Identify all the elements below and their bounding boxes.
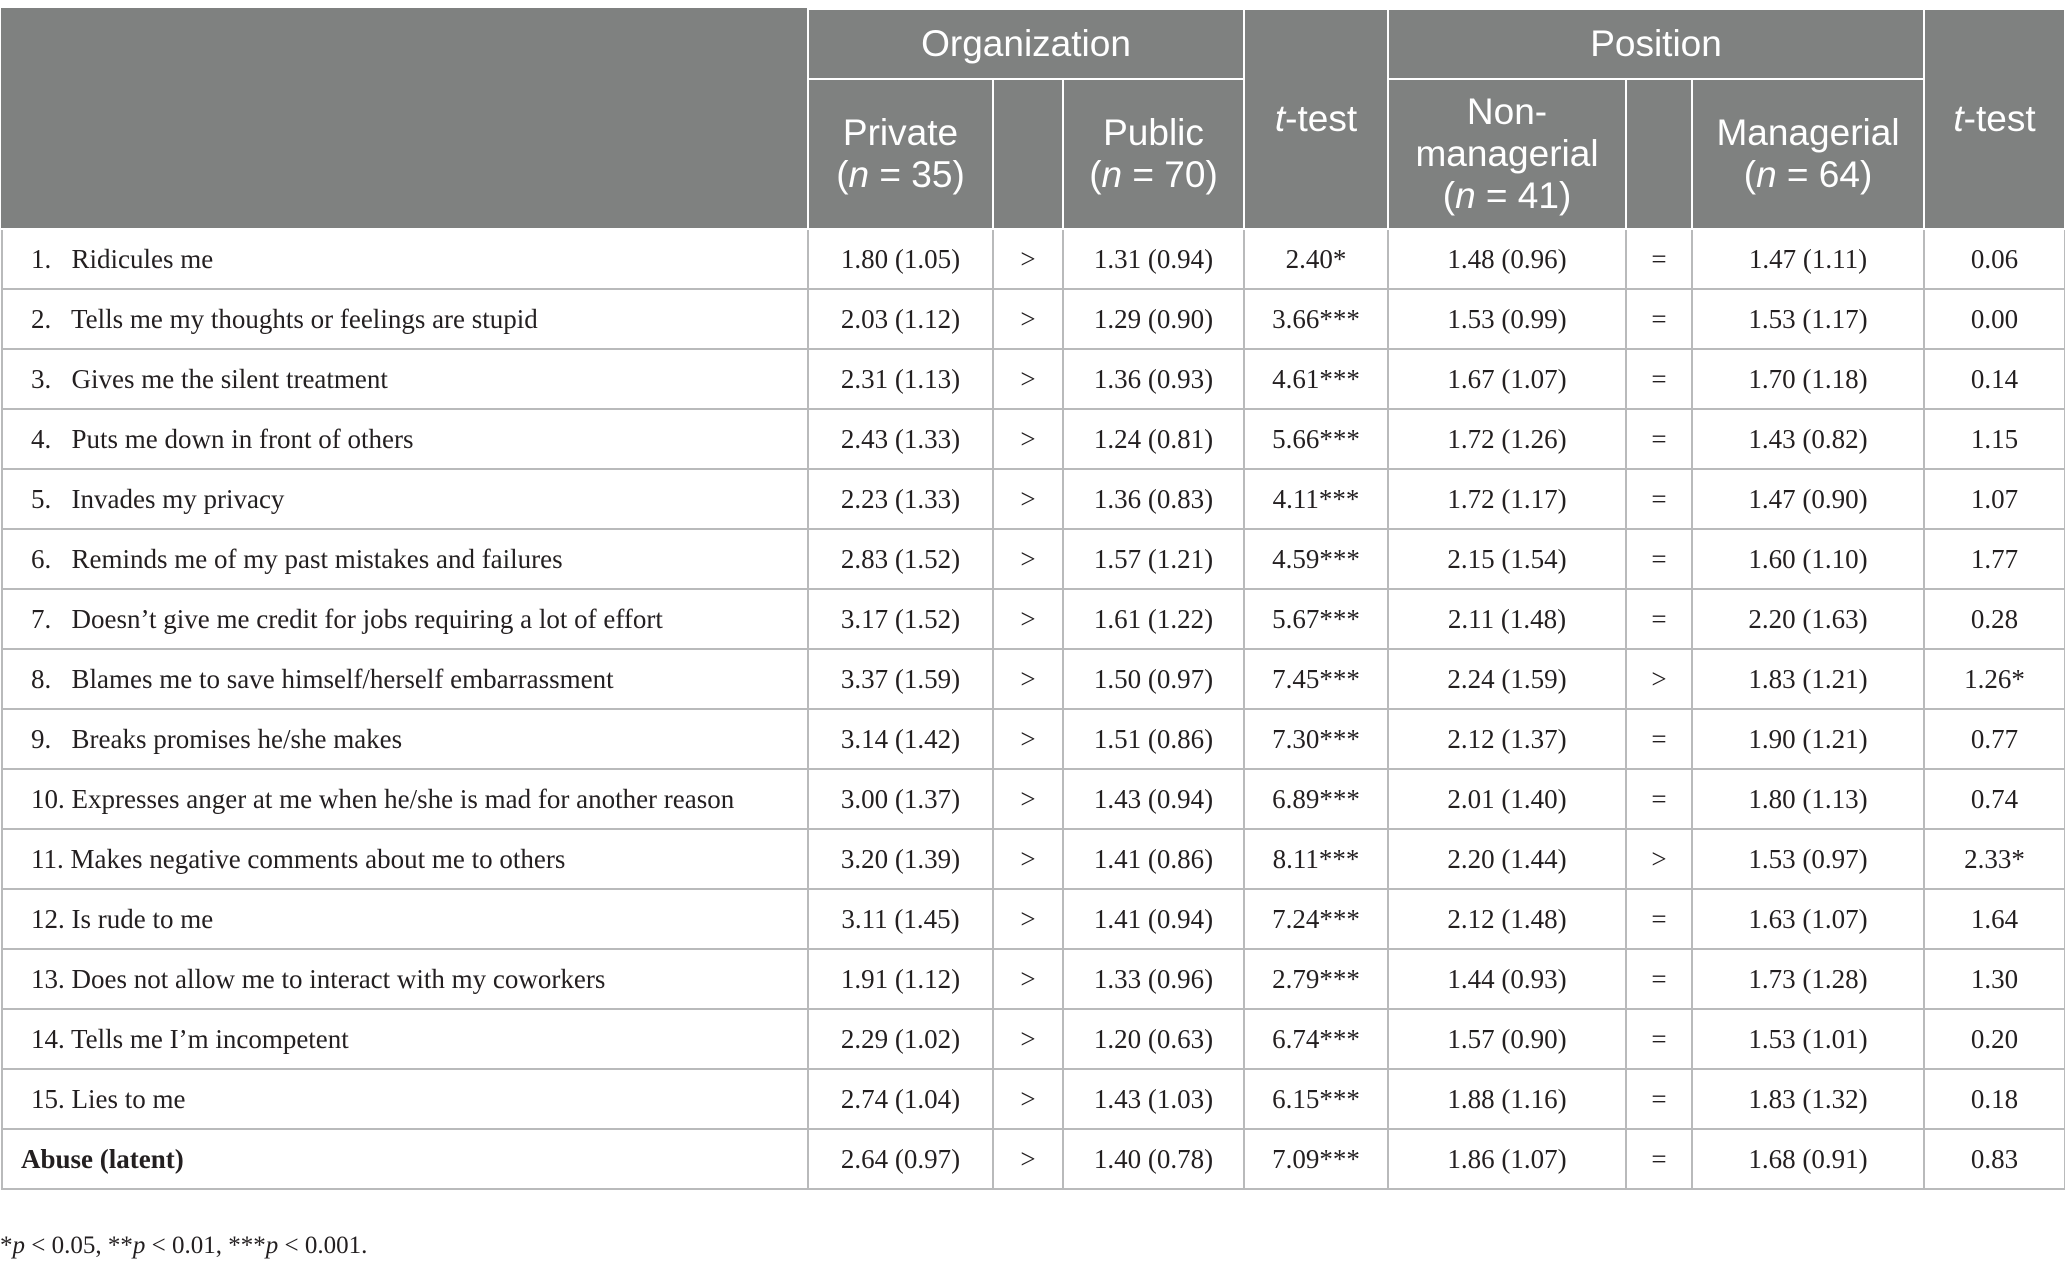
cell-nonmanagerial: 1.72 (1.17) bbox=[1388, 469, 1626, 529]
header-managerial-label: Managerial bbox=[1716, 112, 1900, 153]
cell-nonmanagerial: 1.72 (1.26) bbox=[1388, 409, 1626, 469]
table-row bbox=[2, 589, 2065, 649]
header-managerial bbox=[1692, 79, 1924, 229]
cell-private: 3.14 (1.42) bbox=[808, 709, 993, 769]
cell-managerial: 1.53 (1.17) bbox=[1692, 289, 1924, 349]
header-private-n: (n = 35) bbox=[836, 154, 965, 195]
cell-pos-compare: = bbox=[1626, 1129, 1692, 1189]
cell-managerial: 2.20 (1.63) bbox=[1692, 589, 1924, 649]
cell-pos-ttest: 0.00 bbox=[1924, 289, 2065, 349]
cell-nonmanagerial: 2.24 (1.59) bbox=[1388, 649, 1626, 709]
cell-nonmanagerial: 1.44 (0.93) bbox=[1388, 949, 1626, 1009]
cell-pos-compare: > bbox=[1626, 829, 1692, 889]
cell-org-compare: > bbox=[993, 1009, 1063, 1069]
cell-pos-compare: = bbox=[1626, 529, 1692, 589]
table-row bbox=[2, 529, 2065, 589]
cell-pos-ttest: 0.83 bbox=[1924, 1129, 2065, 1189]
cell-nonmanagerial: 2.12 (1.37) bbox=[1388, 709, 1626, 769]
cell-org-compare: > bbox=[993, 889, 1063, 949]
cell-org-ttest: 7.24*** bbox=[1244, 889, 1388, 949]
header-org-ttest-suffix: -test bbox=[1285, 98, 1358, 139]
cell-pos-ttest: 0.28 bbox=[1924, 589, 2065, 649]
header-pos-ttest-suffix: -test bbox=[1963, 98, 2036, 139]
cell-org-ttest: 6.89*** bbox=[1244, 769, 1388, 829]
cell-private: 3.37 (1.59) bbox=[808, 649, 993, 709]
header-public bbox=[1063, 79, 1244, 229]
cell-pos-compare: = bbox=[1626, 889, 1692, 949]
row-item-label: 8. Blames me to save himself/herself embarrassment bbox=[2, 649, 808, 709]
row-item-label: 10. Expresses anger at me when he/she is mad for another reason bbox=[2, 769, 808, 829]
table-row bbox=[2, 709, 2065, 769]
table-row bbox=[2, 769, 2065, 829]
header-org-compare-blank bbox=[993, 79, 1063, 229]
cell-pos-ttest: 1.15 bbox=[1924, 409, 2065, 469]
cell-org-ttest: 6.15*** bbox=[1244, 1069, 1388, 1129]
cell-pos-compare: = bbox=[1626, 709, 1692, 769]
cell-private: 3.00 (1.37) bbox=[808, 769, 993, 829]
cell-public: 1.61 (1.22) bbox=[1063, 589, 1244, 649]
cell-public: 1.51 (0.86) bbox=[1063, 709, 1244, 769]
cell-org-compare: > bbox=[993, 829, 1063, 889]
row-item-label: 14. Tells me I’m incompetent bbox=[2, 1009, 808, 1069]
cell-pos-ttest: 1.30 bbox=[1924, 949, 2065, 1009]
cell-org-ttest: 7.45*** bbox=[1244, 649, 1388, 709]
table-row bbox=[2, 949, 2065, 1009]
cell-public: 1.31 (0.94) bbox=[1063, 229, 1244, 289]
cell-private: 2.29 (1.02) bbox=[808, 1009, 993, 1069]
cell-private: 2.03 (1.12) bbox=[808, 289, 993, 349]
cell-nonmanagerial: 1.86 (1.07) bbox=[1388, 1129, 1626, 1189]
cell-private: 2.31 (1.13) bbox=[808, 349, 993, 409]
row-item-label: 1. Ridicules me bbox=[2, 229, 808, 289]
header-pos-ttest-t: t bbox=[1953, 98, 1964, 139]
cell-org-compare: > bbox=[993, 289, 1063, 349]
cell-pos-ttest: 0.77 bbox=[1924, 709, 2065, 769]
cell-pos-compare: = bbox=[1626, 229, 1692, 289]
cell-nonmanagerial: 2.01 (1.40) bbox=[1388, 769, 1626, 829]
table-row bbox=[2, 469, 2065, 529]
row-item-label: 12. Is rude to me bbox=[2, 889, 808, 949]
row-item-label: 11. Makes negative comments about me to others bbox=[2, 829, 808, 889]
cell-public: 1.20 (0.63) bbox=[1063, 1009, 1244, 1069]
cell-org-compare: > bbox=[993, 229, 1063, 289]
footnote-p3: p bbox=[265, 1232, 279, 1259]
header-nonmanagerial-label-2: managerial bbox=[1415, 133, 1599, 174]
cell-org-ttest: 5.67*** bbox=[1244, 589, 1388, 649]
cell-private: 2.64 (0.97) bbox=[808, 1129, 993, 1189]
table-row bbox=[2, 349, 2065, 409]
header-public-label: Public bbox=[1103, 112, 1204, 153]
cell-managerial: 1.83 (1.32) bbox=[1692, 1069, 1924, 1129]
cell-org-compare: > bbox=[993, 529, 1063, 589]
row-item-label: 4. Puts me down in front of others bbox=[2, 409, 808, 469]
cell-private: 1.80 (1.05) bbox=[808, 229, 993, 289]
table-row bbox=[2, 289, 2065, 349]
table-row bbox=[2, 1069, 2065, 1129]
footnote-t1: < 0.05, ** bbox=[25, 1232, 133, 1259]
cell-nonmanagerial: 1.48 (0.96) bbox=[1388, 229, 1626, 289]
cell-nonmanagerial: 2.20 (1.44) bbox=[1388, 829, 1626, 889]
table-row-latent bbox=[2, 1129, 2065, 1189]
cell-managerial: 1.60 (1.10) bbox=[1692, 529, 1924, 589]
cell-pos-ttest: 0.20 bbox=[1924, 1009, 2065, 1069]
row-item-label: 3. Gives me the silent treatment bbox=[2, 349, 808, 409]
row-item-label: 7. Doesn’t give me credit for jobs requiring a lot of effort bbox=[2, 589, 808, 649]
cell-private: 2.74 (1.04) bbox=[808, 1069, 993, 1129]
cell-pos-compare: = bbox=[1626, 1069, 1692, 1129]
cell-managerial: 1.80 (1.13) bbox=[1692, 769, 1924, 829]
table-row bbox=[2, 889, 2065, 949]
row-item-label: 9. Breaks promises he/she makes bbox=[2, 709, 808, 769]
header-nonmanagerial-label-1: Non- bbox=[1466, 91, 1548, 132]
header-organization: Organization bbox=[808, 9, 1244, 79]
cell-private: 3.11 (1.45) bbox=[808, 889, 993, 949]
cell-org-ttest: 4.61*** bbox=[1244, 349, 1388, 409]
cell-managerial: 1.47 (0.90) bbox=[1692, 469, 1924, 529]
cell-pos-compare: = bbox=[1626, 1009, 1692, 1069]
cell-org-compare: > bbox=[993, 409, 1063, 469]
cell-public: 1.43 (1.03) bbox=[1063, 1069, 1244, 1129]
cell-org-ttest: 7.30*** bbox=[1244, 709, 1388, 769]
cell-pos-ttest: 1.77 bbox=[1924, 529, 2065, 589]
cell-pos-ttest: 0.18 bbox=[1924, 1069, 2065, 1129]
header-pos-ttest bbox=[1924, 9, 2065, 229]
cell-nonmanagerial: 1.53 (0.99) bbox=[1388, 289, 1626, 349]
header-public-n: (n = 70) bbox=[1089, 154, 1218, 195]
cell-public: 1.36 (0.93) bbox=[1063, 349, 1244, 409]
row-item-label: 15. Lies to me bbox=[2, 1069, 808, 1129]
cell-nonmanagerial: 2.15 (1.54) bbox=[1388, 529, 1626, 589]
cell-org-compare: > bbox=[993, 949, 1063, 1009]
cell-managerial: 1.68 (0.91) bbox=[1692, 1129, 1924, 1189]
cell-pos-compare: = bbox=[1626, 409, 1692, 469]
cell-public: 1.36 (0.83) bbox=[1063, 469, 1244, 529]
cell-nonmanagerial: 1.88 (1.16) bbox=[1388, 1069, 1626, 1129]
cell-nonmanagerial: 2.11 (1.48) bbox=[1388, 589, 1626, 649]
cell-org-ttest: 5.66*** bbox=[1244, 409, 1388, 469]
cell-public: 1.57 (1.21) bbox=[1063, 529, 1244, 589]
footnote-p2: p bbox=[132, 1232, 146, 1259]
cell-managerial: 1.90 (1.21) bbox=[1692, 709, 1924, 769]
header-org-ttest bbox=[1244, 9, 1388, 229]
header-managerial-n: (n = 64) bbox=[1743, 154, 1873, 195]
cell-managerial: 1.43 (0.82) bbox=[1692, 409, 1924, 469]
results-table bbox=[1, 8, 2065, 1190]
cell-public: 1.24 (0.81) bbox=[1063, 409, 1244, 469]
cell-org-ttest: 3.66*** bbox=[1244, 289, 1388, 349]
table-body bbox=[2, 229, 2065, 1189]
footnote-lead: * bbox=[0, 1232, 13, 1259]
cell-org-compare: > bbox=[993, 349, 1063, 409]
cell-org-ttest: 2.40* bbox=[1244, 229, 1388, 289]
cell-public: 1.33 (0.96) bbox=[1063, 949, 1244, 1009]
cell-managerial: 1.73 (1.28) bbox=[1692, 949, 1924, 1009]
cell-public: 1.50 (0.97) bbox=[1063, 649, 1244, 709]
cell-pos-ttest: 0.06 bbox=[1924, 229, 2065, 289]
cell-org-compare: > bbox=[993, 1069, 1063, 1129]
cell-pos-compare: = bbox=[1626, 949, 1692, 1009]
cell-private: 3.17 (1.52) bbox=[808, 589, 993, 649]
header-private bbox=[808, 79, 993, 229]
table-row bbox=[2, 1009, 2065, 1069]
cell-public: 1.29 (0.90) bbox=[1063, 289, 1244, 349]
row-item-label: 13. Does not allow me to interact with my coworkers bbox=[2, 949, 808, 1009]
cell-managerial: 1.53 (1.01) bbox=[1692, 1009, 1924, 1069]
cell-pos-compare: = bbox=[1626, 769, 1692, 829]
footnote-t2: < 0.01, *** bbox=[145, 1232, 266, 1259]
cell-managerial: 1.53 (0.97) bbox=[1692, 829, 1924, 889]
header-row-groups bbox=[2, 9, 2065, 79]
header-position: Position bbox=[1388, 9, 1924, 79]
footnote-t3: < 0.001. bbox=[278, 1232, 368, 1259]
cell-nonmanagerial: 1.57 (0.90) bbox=[1388, 1009, 1626, 1069]
cell-private: 2.23 (1.33) bbox=[808, 469, 993, 529]
row-item-label: 5. Invades my privacy bbox=[2, 469, 808, 529]
cell-managerial: 1.83 (1.21) bbox=[1692, 649, 1924, 709]
cell-org-compare: > bbox=[993, 649, 1063, 709]
row-item-label: 6. Reminds me of my past mistakes and failures bbox=[2, 529, 808, 589]
cell-private: 2.83 (1.52) bbox=[808, 529, 993, 589]
cell-org-compare: > bbox=[993, 469, 1063, 529]
cell-pos-compare: > bbox=[1626, 649, 1692, 709]
cell-pos-ttest: 1.07 bbox=[1924, 469, 2065, 529]
cell-org-ttest: 7.09*** bbox=[1244, 1129, 1388, 1189]
cell-pos-ttest: 2.33* bbox=[1924, 829, 2065, 889]
header-pos-compare-blank bbox=[1626, 79, 1692, 229]
header-item-blank bbox=[2, 9, 808, 229]
cell-pos-compare: = bbox=[1626, 289, 1692, 349]
header-nonmanagerial bbox=[1388, 79, 1626, 229]
cell-org-compare: > bbox=[993, 1129, 1063, 1189]
cell-managerial: 1.63 (1.07) bbox=[1692, 889, 1924, 949]
cell-managerial: 1.47 (1.11) bbox=[1692, 229, 1924, 289]
cell-org-compare: > bbox=[993, 709, 1063, 769]
cell-nonmanagerial: 1.67 (1.07) bbox=[1388, 349, 1626, 409]
cell-org-ttest: 4.59*** bbox=[1244, 529, 1388, 589]
cell-org-ttest: 6.74*** bbox=[1244, 1009, 1388, 1069]
cell-pos-compare: = bbox=[1626, 469, 1692, 529]
cell-org-ttest: 4.11*** bbox=[1244, 469, 1388, 529]
cell-pos-compare: = bbox=[1626, 349, 1692, 409]
cell-managerial: 1.70 (1.18) bbox=[1692, 349, 1924, 409]
cell-org-ttest: 8.11*** bbox=[1244, 829, 1388, 889]
table-row bbox=[2, 829, 2065, 889]
row-item-label: 2. Tells me my thoughts or feelings are stupid bbox=[2, 289, 808, 349]
footnote-p1: p bbox=[12, 1232, 25, 1259]
table-row bbox=[2, 649, 2065, 709]
cell-pos-ttest: 1.64 bbox=[1924, 889, 2065, 949]
cell-private: 3.20 (1.39) bbox=[808, 829, 993, 889]
cell-org-compare: > bbox=[993, 589, 1063, 649]
footnote bbox=[0, 1232, 367, 1260]
results-table-container bbox=[0, 8, 2065, 1190]
cell-private: 1.91 (1.12) bbox=[808, 949, 993, 1009]
cell-pos-ttest: 0.74 bbox=[1924, 769, 2065, 829]
cell-pos-ttest: 0.14 bbox=[1924, 349, 2065, 409]
cell-org-ttest: 2.79*** bbox=[1244, 949, 1388, 1009]
cell-nonmanagerial: 2.12 (1.48) bbox=[1388, 889, 1626, 949]
cell-org-compare: > bbox=[993, 769, 1063, 829]
header-private-label: Private bbox=[842, 112, 959, 153]
cell-public: 1.41 (0.86) bbox=[1063, 829, 1244, 889]
row-item-label: Abuse (latent) bbox=[2, 1129, 808, 1189]
header-org-ttest-t: t bbox=[1274, 98, 1286, 139]
cell-private: 2.43 (1.33) bbox=[808, 409, 993, 469]
table-row bbox=[2, 229, 2065, 289]
cell-public: 1.40 (0.78) bbox=[1063, 1129, 1244, 1189]
cell-public: 1.41 (0.94) bbox=[1063, 889, 1244, 949]
cell-pos-ttest: 1.26* bbox=[1924, 649, 2065, 709]
cell-public: 1.43 (0.94) bbox=[1063, 769, 1244, 829]
table-row bbox=[2, 409, 2065, 469]
cell-pos-compare: = bbox=[1626, 589, 1692, 649]
header-nonmanagerial-n: (n = 41) bbox=[1442, 175, 1572, 216]
